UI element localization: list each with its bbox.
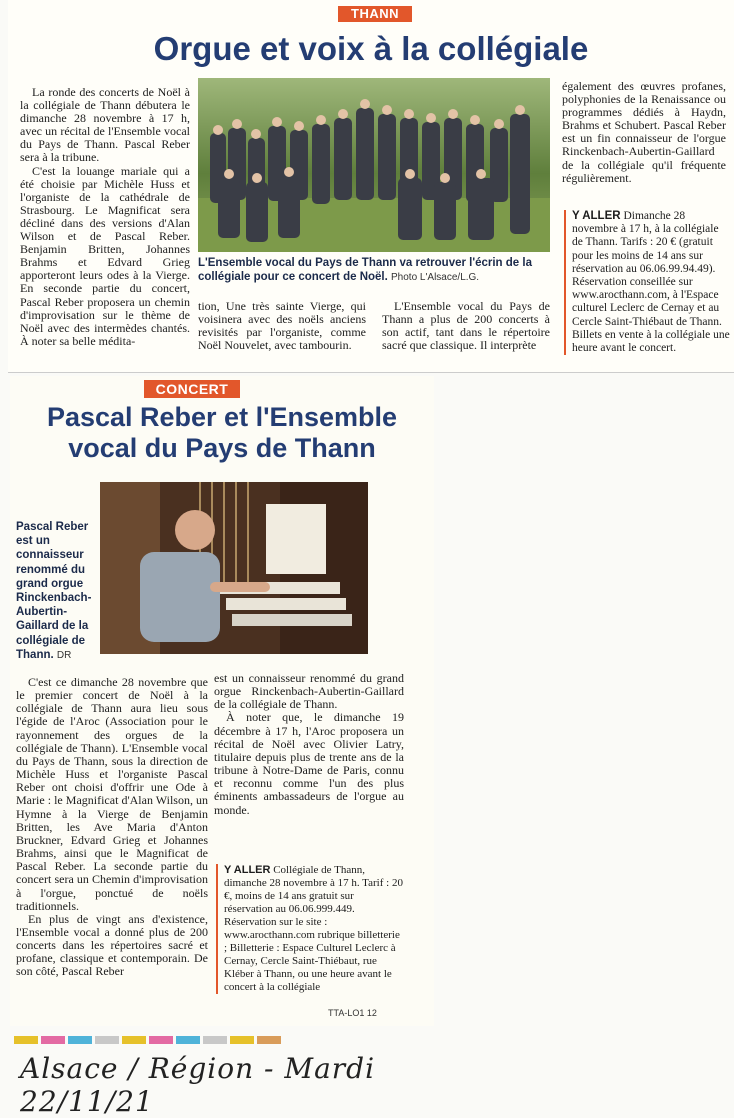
- section-tag: THANN: [338, 6, 412, 22]
- color-swatch: [122, 1036, 146, 1044]
- photo-credit: Photo L'Alsace/L.G.: [391, 272, 480, 283]
- section-tag: CONCERT: [144, 380, 240, 398]
- choir-photo: [198, 78, 550, 252]
- article-headline: Orgue et voix à la collégiale: [153, 30, 589, 67]
- article-column-1: [16, 676, 208, 979]
- paragraph: L'Ensemble vocal du Pays de Thann a plus de 200 concerts à son actif, tant dans le répertoire sacré que classique. Il interprète: [382, 299, 550, 353]
- paragraph: est un connaisseur renommé du grand orgue Rinckenbach-Aubertin-Gaillard de la collégiale de Thann.: [214, 671, 404, 712]
- article-column-4: [562, 80, 726, 185]
- color-swatch: [95, 1036, 119, 1044]
- color-swatch: [41, 1036, 65, 1044]
- paragraph: C'est ce dimanche 28 novembre que le premier concert de Noël à la collégiale de Thann aura lieu sous l'égide de l'Aroc (Association pour le rayonnement des orgues de la collégiale de Thann). L'Ensemble vocal du Pays de Thann, sous la direction de Michèle Huss et l'organiste Pascal Reber ont choisi d'offrir une Ode à Marie : le Magnificat d'Alan Wilson, un Hymne à la Vierge de Benjamin Britten, les Ave Maria d'Anton Bruckner, Edvard Grieg et Johannes Brahms, ainsi que le Magnificat de Pascal Reber. La seconde partie du concert sera un Chemin d'improvisation à l'orgue, ponctué de noëls traditionnels.: [16, 675, 208, 913]
- color-swatch: [176, 1036, 200, 1044]
- y-aller-box: [564, 210, 732, 355]
- caption-text: L'Ensemble vocal du Pays de Thann va retrouver l'écrin de la collégiale pour ce concert de Noël.: [198, 257, 532, 283]
- y-aller-label: Y ALLER: [572, 210, 621, 222]
- color-swatch: [257, 1036, 281, 1044]
- paragraph: En plus de vingt ans d'existence, l'Ensemble vocal a donné plus de 200 concerts dans les répertoires sacré et profane, classique et contemporain. De son côté, Pascal Reber: [16, 911, 208, 979]
- photo-caption: [198, 256, 550, 285]
- choir-photo-image: [198, 78, 550, 252]
- side-caption: [16, 520, 94, 663]
- headline-line-2: vocal du Pays de Thann: [68, 433, 376, 463]
- y-aller-text: Dimanche 28 novembre à 17 h, à la collégiale de Thann. Tarifs : 20 € (gratuit pour les moins de 14 ans sur réservation au 06.06.99.94.49). Réservation conseillée sur www.arocthann.com, à l'Espace culturel Leclerc de Cernay et au Cercle Saint-Thiébaut de Thann. Billets en vente à la collégiale une heure avant le concert.: [572, 210, 730, 355]
- paragraph: tion, Une très sainte Vierge, qui voisinera avec des noëls anciens revisités par l'organiste, comme Noël Nouvelet, avec tambourin.: [198, 299, 366, 353]
- paragraph: À noter que, le dimanche 19 décembre à 17 h, l'Aroc proposera un récital de Noël avec Olivier Latry, titulaire depuis plus de trente ans de la tribune à Notre-Dame de Paris, connu et reconnu comme l'un des plus éminents ambassadeurs de l'orgue au monde.: [214, 710, 404, 817]
- paragraph: également des œuvres profanes, polyphonies de la Renaissance ou programmes dédiés à Haydn, Brahms et Schubert. Pascal Reber est un fin connaisseur de l'orgue Rinckenbach-Aubertin-Gaillard de la collégiale qu'il fréquente régulièrement.: [562, 79, 726, 185]
- color-swatch: [203, 1036, 227, 1044]
- y-aller-box: [216, 864, 404, 994]
- color-swatch: [68, 1036, 92, 1044]
- color-swatch: [230, 1036, 254, 1044]
- color-swatch: [14, 1036, 38, 1044]
- handwritten-note: Alsace / Région - Mardi 22/11/21: [20, 1052, 376, 1118]
- article-headline: [10, 402, 434, 464]
- photo-credit: DR: [56, 649, 72, 661]
- y-aller-label: Y ALLER: [224, 864, 271, 876]
- paragraph: C'est la louange mariale qui a été choisie par Michèle Huss et l'organiste de la cathédrale de Strasbourg. Le Magnificat sera décliné dans des versions d'Alan Wilson et de Pascal Reber. Benjamin Britten, Johannes Brahms et Edvard Grieg apporteront leurs odes à la Vierge. En seconde partie du concert, Pascal Reber proposera un chemin d'improvisation sur le thème de Noël avec des intermèdes chantés. À noter sa belle médita-: [20, 163, 190, 348]
- article-column-1: [20, 86, 190, 348]
- y-aller-text: Collégiale de Thann, dimanche 28 novembre à 17 h. Tarif : 20 €, moins de 14 ans gratuit sur réservation au 06.06.999.449. Réservation sur le site : www.arocthann.com rubrique billetterie ; Billetterie : Espace Culturel Leclerc à Cernay, Cercle Saint-Thiébaut, rue Kléber à Thann, ou une heure avant le concert à la collégiale: [224, 864, 403, 993]
- paragraph: La ronde des concerts de Noël à la collégiale de Thann débutera le dimanche 28 novembre à 17 h, avec un récital de l'Ensemble vocal du Pays de Thann. Pascal Reber sera à la tribune.: [20, 85, 190, 165]
- article-thann: [8, 0, 734, 373]
- page-reference: TTA-LO1 12: [328, 1008, 377, 1018]
- article-column-2: [198, 300, 366, 352]
- article-column-2: [214, 672, 404, 817]
- headline-line-1: Pascal Reber et l'Ensemble: [46, 402, 398, 432]
- color-swatch: [149, 1036, 173, 1044]
- organist-photo-image: [100, 482, 368, 654]
- article-concert: [10, 376, 434, 1026]
- caption-text: Pascal Reber est un connaisseur renommé du grand orgue Rinckenbach-Aubertin-Gaillard de la collégiale de Thann.: [16, 521, 92, 661]
- article-column-3: [382, 300, 550, 352]
- organist-photo: [100, 482, 368, 654]
